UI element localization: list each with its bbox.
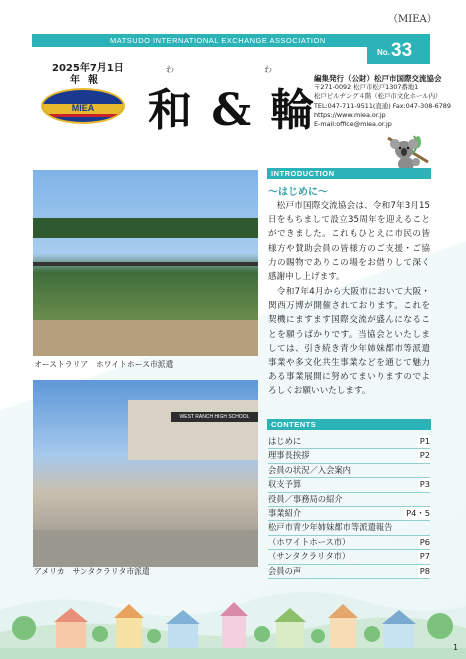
introduction-paragraph-2: 令和7年4月から大阪市において大阪・関西万博が開催されております。これを契機にますます国際交流が盛んになることを願うばかりです。当協会といたしましては、引き続き青少年姉妹都市等派遣事業や多文化共生事業などを通じて魅力ある事業展開に努めてまいりますのでよろしくお願いいたします。 [268,287,430,397]
newsletter-title: 和 & 輪 [148,85,317,136]
issue-label: No. [377,48,390,57]
photo-whitehorse-group [33,170,258,356]
miea-logo [41,88,125,124]
photo-caption-santa-clarita: アメリカ サンタクラリタ市派遣 [34,567,150,576]
publisher-info [314,74,451,129]
miea-label: （MIEA） [388,14,437,25]
issue-number: 33 [391,40,413,61]
publisher-email[interactable]: E-mail:office@miea.or.jp [314,120,392,129]
toc-item[interactable]: 理事長挨拶 P2 [268,449,430,463]
logo-text: MIEA [71,103,95,113]
association-band: MATSUDO INTERNATIONAL EXCHANGE ASSOCIATION [32,34,430,47]
report-label: 年報 [70,75,106,86]
toc-item[interactable]: 役員／事務局の紹介 [268,493,430,507]
toc-item[interactable]: （サンタクラリタ市） P7 [268,550,430,564]
photo-caption-whitehorse: オーストラリア ホワイトホース市派遣 [34,360,174,369]
contents-section-bar: CONTENTS [267,419,431,430]
publisher-website[interactable]: https://www.miea.or.jp [314,110,386,119]
publisher-phone: TEL:047-711-9511(直通) Fax:047-308-6789 [314,101,451,110]
publication-date: 2025年7月1日 [52,63,124,74]
town-illustration [0,570,466,659]
introduction-section-bar: INTRODUCTION [267,168,431,179]
title-ruby-1: わ [166,65,174,74]
toc-item[interactable]: （ホワイトホース市） P6 [268,536,430,550]
publisher-address: 〒271-0092 松戸市松戸1307番地1 [314,83,419,92]
issue-number-box [367,34,430,64]
koala-icon [384,132,432,172]
publisher-name: 編集発行（公財）松戸市国際交流協会 [314,74,442,83]
introduction-paragraph-1: 松戸市国際交流協会は、令和7年3月15日をもちまして設立35周年を迎えることができました。これもひとえに市民の皆様方や賛助会員の皆様方のご支援・ご協力の賜物でありこの場をお借りして深く感謝申し上げます。 [268,201,430,283]
school-sign: WEST RANCH HIGH SCHOOL [171,412,258,422]
title-ruby-2: わ [264,65,272,74]
toc-item[interactable]: 事業紹介 P4・5 [268,507,430,521]
table-of-contents [268,435,430,579]
toc-item[interactable]: 会員の声 P8 [268,565,430,579]
page-number: 1 [453,643,459,652]
introduction-heading: ～はじめに～ [268,187,328,198]
publisher-building: 松戸ビルヂング４階（松戸市文化ホール内） [314,92,442,101]
photo-santa-clarita-group [33,380,258,567]
toc-item[interactable]: はじめに P1 [268,435,430,449]
toc-item[interactable]: 収支予算 P3 [268,478,430,492]
toc-item[interactable]: 会員の状況／入会案内 [268,464,430,478]
toc-item[interactable]: 松戸市青少年姉妹都市等派遣報告 [268,521,430,535]
